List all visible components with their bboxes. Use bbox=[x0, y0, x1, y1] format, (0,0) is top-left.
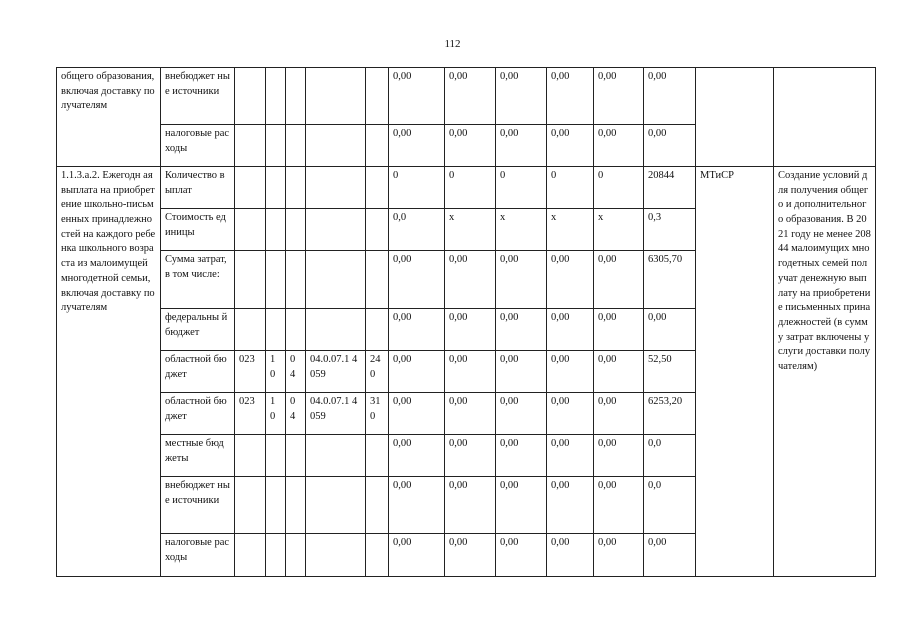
value-cell-4: 0,00 bbox=[547, 393, 594, 435]
value-cell-2: 0,00 bbox=[445, 393, 496, 435]
value-cell-5: 0,00 bbox=[594, 477, 644, 534]
table-row bbox=[57, 68, 876, 125]
value-cell-4: x bbox=[547, 209, 594, 251]
value-cell-1: 0,00 bbox=[389, 393, 445, 435]
pr-cell bbox=[286, 435, 306, 477]
rz-cell bbox=[266, 251, 286, 309]
pr-cell bbox=[286, 209, 306, 251]
value-cell-2: x bbox=[445, 209, 496, 251]
value-cell-1: 0,00 bbox=[389, 477, 445, 534]
csr-cell bbox=[306, 209, 366, 251]
value-cell-1: 0,00 bbox=[389, 68, 445, 125]
value-cell-6: 0,00 bbox=[644, 125, 696, 167]
value-cell-4: 0 bbox=[547, 167, 594, 209]
csr-cell bbox=[306, 125, 366, 167]
pr-cell: 0 4 bbox=[286, 393, 306, 435]
executor-cell bbox=[696, 68, 774, 167]
value-cell-2: 0,00 bbox=[445, 309, 496, 351]
value-cell-2: 0 bbox=[445, 167, 496, 209]
value-cell-4: 0,00 bbox=[547, 534, 594, 577]
value-cell-2: 0,00 bbox=[445, 477, 496, 534]
value-cell-6: 6305,70 bbox=[644, 251, 696, 309]
rz-cell: 1 0 bbox=[266, 351, 286, 393]
executor-cell: МТиСР bbox=[696, 167, 774, 577]
value-cell-5: 0,00 bbox=[594, 351, 644, 393]
grbs-cell bbox=[235, 309, 266, 351]
value-cell-5: 0 bbox=[594, 167, 644, 209]
csr-cell: 04.0.07.1 4059 bbox=[306, 351, 366, 393]
vr-cell bbox=[366, 125, 389, 167]
csr-cell bbox=[306, 435, 366, 477]
value-cell-6: 0,00 bbox=[644, 68, 696, 125]
value-cell-2: 0,00 bbox=[445, 68, 496, 125]
vr-cell: 31 0 bbox=[366, 393, 389, 435]
rz-cell bbox=[266, 209, 286, 251]
value-cell-5: 0,00 bbox=[594, 125, 644, 167]
value-cell-1: 0,0 bbox=[389, 209, 445, 251]
value-cell-4: 0,00 bbox=[547, 309, 594, 351]
value-cell-1: 0,00 bbox=[389, 309, 445, 351]
funding-source-cell: внебюджет ные источники bbox=[161, 477, 235, 534]
pr-cell: 0 4 bbox=[286, 351, 306, 393]
value-cell-6: 52,50 bbox=[644, 351, 696, 393]
funding-source-cell: налоговые расходы bbox=[161, 534, 235, 577]
value-cell-1: 0,00 bbox=[389, 125, 445, 167]
funding-source-cell: Сумма затрат, в том числе: bbox=[161, 251, 235, 309]
pr-cell bbox=[286, 251, 306, 309]
rz-cell bbox=[266, 167, 286, 209]
value-cell-4: 0,00 bbox=[547, 435, 594, 477]
funding-source-cell: внебюджет ные источники bbox=[161, 68, 235, 125]
funding-source-cell: областной бюджет bbox=[161, 351, 235, 393]
vr-cell bbox=[366, 477, 389, 534]
value-cell-4: 0,00 bbox=[547, 68, 594, 125]
rz-cell bbox=[266, 309, 286, 351]
csr-cell bbox=[306, 251, 366, 309]
grbs-cell bbox=[235, 251, 266, 309]
value-cell-2: 0,00 bbox=[445, 251, 496, 309]
grbs-cell bbox=[235, 477, 266, 534]
value-cell-5: 0,00 bbox=[594, 309, 644, 351]
grbs-cell bbox=[235, 68, 266, 125]
csr-cell bbox=[306, 534, 366, 577]
grbs-cell: 023 bbox=[235, 393, 266, 435]
activity-name-cell: 1.1.3.а.2. Ежегодн ая выплата на приобретение школьно-письменных принадлежностей на каждого ребенка школьного возраста из малоимущей многодетной семьи, включая доставку получателям bbox=[57, 167, 161, 577]
value-cell-6: 6253,20 bbox=[644, 393, 696, 435]
value-cell-6: 0,0 bbox=[644, 435, 696, 477]
value-cell-1: 0,00 bbox=[389, 351, 445, 393]
grbs-cell bbox=[235, 435, 266, 477]
page-number: 112 bbox=[444, 38, 461, 50]
vr-cell: 24 0 bbox=[366, 351, 389, 393]
vr-cell bbox=[366, 68, 389, 125]
value-cell-1: 0,00 bbox=[389, 435, 445, 477]
result-cell bbox=[774, 68, 876, 167]
value-cell-5: x bbox=[594, 209, 644, 251]
table-row bbox=[57, 167, 876, 209]
value-cell-5: 0,00 bbox=[594, 435, 644, 477]
vr-cell bbox=[366, 209, 389, 251]
pr-cell bbox=[286, 68, 306, 125]
value-cell-5: 0,00 bbox=[594, 534, 644, 577]
funding-source-cell: федеральны й бюджет bbox=[161, 309, 235, 351]
value-cell-3: 0,00 bbox=[496, 435, 547, 477]
result-cell: Создание условий для получения общего и дополнительного образования. В 2021 году не менее 20844 малоимущих многодетных семей получат денежную выплату на приобретение письменных принадлежностей (в сумму затрат включены услуги доставки получателям) bbox=[774, 167, 876, 577]
value-cell-3: 0,00 bbox=[496, 68, 547, 125]
pr-cell bbox=[286, 477, 306, 534]
grbs-cell bbox=[235, 167, 266, 209]
pr-cell bbox=[286, 125, 306, 167]
value-cell-6: 0,00 bbox=[644, 309, 696, 351]
funding-source-cell: налоговые расходы bbox=[161, 125, 235, 167]
value-cell-2: 0,00 bbox=[445, 351, 496, 393]
value-cell-4: 0,00 bbox=[547, 477, 594, 534]
grbs-cell: 023 bbox=[235, 351, 266, 393]
funding-source-cell: Стоимость единицы bbox=[161, 209, 235, 251]
funding-source-cell: местные бюджеты bbox=[161, 435, 235, 477]
rz-cell bbox=[266, 534, 286, 577]
grbs-cell bbox=[235, 534, 266, 577]
grbs-cell bbox=[235, 125, 266, 167]
value-cell-1: 0 bbox=[389, 167, 445, 209]
value-cell-5: 0,00 bbox=[594, 251, 644, 309]
vr-cell bbox=[366, 309, 389, 351]
vr-cell bbox=[366, 167, 389, 209]
value-cell-6: 20844 bbox=[644, 167, 696, 209]
vr-cell bbox=[366, 534, 389, 577]
value-cell-6: 0,00 bbox=[644, 534, 696, 577]
csr-cell bbox=[306, 477, 366, 534]
value-cell-4: 0,00 bbox=[547, 125, 594, 167]
value-cell-6: 0,3 bbox=[644, 209, 696, 251]
value-cell-3: 0,00 bbox=[496, 534, 547, 577]
vr-cell bbox=[366, 251, 389, 309]
value-cell-2: 0,00 bbox=[445, 125, 496, 167]
pr-cell bbox=[286, 309, 306, 351]
value-cell-5: 0,00 bbox=[594, 393, 644, 435]
grbs-cell bbox=[235, 209, 266, 251]
rz-cell bbox=[266, 68, 286, 125]
value-cell-1: 0,00 bbox=[389, 251, 445, 309]
value-cell-3: x bbox=[496, 209, 547, 251]
value-cell-3: 0,00 bbox=[496, 125, 547, 167]
pr-cell bbox=[286, 167, 306, 209]
value-cell-4: 0,00 bbox=[547, 351, 594, 393]
value-cell-3: 0,00 bbox=[496, 309, 547, 351]
csr-cell: 04.0.07.1 4059 bbox=[306, 393, 366, 435]
value-cell-2: 0,00 bbox=[445, 534, 496, 577]
pr-cell bbox=[286, 534, 306, 577]
value-cell-3: 0,00 bbox=[496, 251, 547, 309]
rz-cell bbox=[266, 435, 286, 477]
value-cell-1: 0,00 bbox=[389, 534, 445, 577]
value-cell-2: 0,00 bbox=[445, 435, 496, 477]
value-cell-3: 0,00 bbox=[496, 393, 547, 435]
csr-cell bbox=[306, 309, 366, 351]
csr-cell bbox=[306, 167, 366, 209]
funding-source-cell: Количество выплат bbox=[161, 167, 235, 209]
rz-cell bbox=[266, 477, 286, 534]
activity-name-cell: общего образования, включая доставку получателям bbox=[57, 68, 161, 167]
value-cell-6: 0,0 bbox=[644, 477, 696, 534]
funding-source-cell: областной бюджет bbox=[161, 393, 235, 435]
vr-cell bbox=[366, 435, 389, 477]
csr-cell bbox=[306, 68, 366, 125]
value-cell-3: 0,00 bbox=[496, 351, 547, 393]
rz-cell bbox=[266, 125, 286, 167]
value-cell-4: 0,00 bbox=[547, 251, 594, 309]
value-cell-3: 0,00 bbox=[496, 477, 547, 534]
value-cell-3: 0 bbox=[496, 167, 547, 209]
value-cell-5: 0,00 bbox=[594, 68, 644, 125]
budget-table bbox=[56, 67, 876, 577]
rz-cell: 1 0 bbox=[266, 393, 286, 435]
